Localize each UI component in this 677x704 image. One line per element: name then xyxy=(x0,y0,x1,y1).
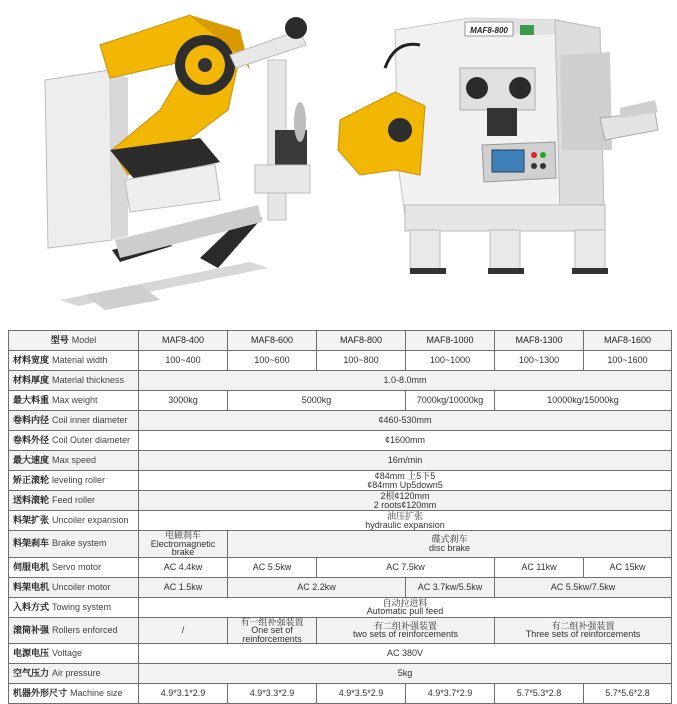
spec-value-text: 有一组补强装置 xyxy=(240,616,304,627)
spec-value-cell xyxy=(495,391,672,411)
spec-value-text: 自动拉进料 xyxy=(382,597,428,608)
spec-row xyxy=(9,391,672,411)
spec-label-cell xyxy=(9,451,139,471)
spec-value-text: AC 1.5kw xyxy=(163,581,203,592)
spec-label-cell xyxy=(9,597,139,617)
spec-value-text: 2 roots¢120mm xyxy=(373,499,437,510)
spec-value-cell xyxy=(139,351,228,371)
machine-name-plate: MAF8-800 xyxy=(470,26,508,35)
spec-label-cell xyxy=(9,557,139,577)
spec-value-text: 5.7*5.6*2.8 xyxy=(605,688,650,698)
spec-row xyxy=(9,471,672,491)
feeder-machine-image xyxy=(338,18,658,274)
spec-value-text: hydraulic expansion xyxy=(365,519,445,530)
spec-value-cell xyxy=(228,391,406,411)
spec-label-cell xyxy=(9,577,139,597)
spec-label-en: Voltage xyxy=(52,648,83,658)
spec-value-cell xyxy=(139,491,672,511)
spec-label-cell xyxy=(9,411,139,431)
spec-value-text: 油压扩张 xyxy=(386,511,423,521)
spec-row xyxy=(9,491,672,511)
spec-label-cn: 材料宽度 xyxy=(13,355,50,365)
spec-label-cell xyxy=(9,491,139,511)
spec-label-cn: 电源电压 xyxy=(13,648,50,658)
spec-label-cell xyxy=(9,664,139,684)
spec-value-text: AC 7.5kw xyxy=(386,561,425,572)
spec-value-text: 4.9*3.1*2.9 xyxy=(160,688,206,698)
spec-value-cell xyxy=(317,617,495,644)
spec-value-cell xyxy=(495,351,584,371)
spec-label-cn: 最大速度 xyxy=(13,455,50,465)
spec-value-cell xyxy=(584,684,672,704)
model-header: MAF8-400 xyxy=(139,331,228,351)
spec-value-text: AC 11kw xyxy=(521,561,557,572)
spec-value-cell xyxy=(584,557,672,577)
spec-label-en: leveling roller xyxy=(52,475,106,485)
spec-value-text: ¢1600mm xyxy=(384,435,426,445)
spec-value-text: 4.9*3.3*2.9 xyxy=(249,688,295,698)
spec-label-cn: 入料方式 xyxy=(13,601,50,612)
spec-value-text: AC 15kw xyxy=(609,561,646,572)
spec-label-cell xyxy=(9,531,139,558)
spec-row xyxy=(9,577,672,597)
spec-label-en: Coil inner diameter xyxy=(52,415,128,425)
spec-value-cell xyxy=(139,557,228,577)
spec-value-text: 5.7*5.3*2.8 xyxy=(516,688,562,698)
spec-value-text: 100~1300 xyxy=(518,355,560,365)
spec-value-text: two sets of reinforcements xyxy=(352,629,459,640)
spec-value-text: 5000kg xyxy=(301,395,332,405)
spec-value-cell xyxy=(495,577,672,597)
spec-label-en: Rollers enforced xyxy=(52,624,118,635)
spec-row xyxy=(9,411,672,431)
spec-value-text: / xyxy=(181,624,185,635)
spec-value-text: One set of reinforcements xyxy=(242,625,302,644)
spec-value-cell xyxy=(139,471,672,491)
spec-value-text: 电磁刹车 xyxy=(164,530,201,540)
header-label-en: Model xyxy=(71,335,97,345)
spec-label-en: Coil Outer diameter xyxy=(52,435,131,445)
spec-value-text: 4.9*3.5*2.9 xyxy=(338,688,384,698)
spec-value-text: 100~1000 xyxy=(429,355,471,365)
spec-value-cell xyxy=(317,684,406,704)
spec-value-text: 7000kg/10000kg xyxy=(416,395,484,405)
spec-value-text: 碟式刹车 xyxy=(431,534,468,545)
spec-value-cell xyxy=(139,684,228,704)
spec-value-cell xyxy=(228,617,317,644)
product-photos xyxy=(0,0,677,325)
spec-label-en: Uncoiler expansion xyxy=(52,515,129,525)
spec-label-en: Uncoiler motor xyxy=(52,581,111,592)
model-header: MAF8-600 xyxy=(228,331,317,351)
spec-label-en: Towing system xyxy=(52,601,112,612)
spec-label-cell xyxy=(9,684,139,704)
spec-value-cell xyxy=(139,431,672,451)
spec-value-text: AC 380V xyxy=(386,648,424,658)
spec-label-cell xyxy=(9,644,139,664)
spec-value-text: AC 5.5kw/7.5kw xyxy=(550,581,616,592)
header-label-cn: 型号 xyxy=(50,335,69,345)
spec-value-text: AC 3.7kw/5.5kw xyxy=(417,581,483,592)
spec-value-cell xyxy=(139,597,672,617)
spec-label-cn: 最大料重 xyxy=(13,395,50,405)
spec-label-cn: 空气压力 xyxy=(13,668,50,678)
spec-label-cell xyxy=(9,371,139,391)
spec-value-cell xyxy=(406,684,495,704)
spec-value-text: AC 5.5kw xyxy=(252,561,292,572)
spec-label-cell xyxy=(9,391,139,411)
spec-value-text: ¢84mm Up5down5 xyxy=(367,479,443,490)
spec-label-cn: 卷料内径 xyxy=(13,415,50,425)
spec-label-en: Max weight xyxy=(52,395,98,405)
spec-label-en: Air pressure xyxy=(52,668,101,678)
spec-value-cell xyxy=(406,351,495,371)
spec-value-cell xyxy=(139,451,672,471)
spec-label-en: Max speed xyxy=(52,455,97,465)
spec-label-en: Feed roller xyxy=(52,495,96,505)
spec-value-text: AC 2.2kw xyxy=(297,581,336,592)
spec-value-text: 100~800 xyxy=(343,355,379,365)
spec-row xyxy=(9,351,672,371)
spec-value-text: 1.0-8.0mm xyxy=(383,375,427,385)
spec-label-en: Material thickness xyxy=(52,375,125,385)
spec-value-text: 4.9*3.7*2.9 xyxy=(427,688,473,698)
spec-value-text: 有二组补强装置 xyxy=(373,620,437,631)
spec-value-text: 有二组补强装置 xyxy=(551,620,615,631)
spec-value-cell xyxy=(406,577,495,597)
spec-label-cell xyxy=(9,351,139,371)
model-header: MAF8-1300 xyxy=(495,331,584,351)
spec-value-cell xyxy=(495,617,672,644)
spec-label-cell xyxy=(9,431,139,451)
spec-label-cn: 料架扩张 xyxy=(13,515,50,525)
spec-value-cell xyxy=(584,351,672,371)
spec-value-text: Automatic pull feed xyxy=(366,606,444,616)
spec-value-cell xyxy=(139,664,672,684)
uncoiler-machine-image xyxy=(45,15,310,310)
spec-label-en: Machine size xyxy=(70,688,123,698)
spec-value-text: 3000kg xyxy=(168,395,198,405)
spec-value-cell xyxy=(139,371,672,391)
spec-value-cell xyxy=(228,577,406,597)
spec-label-cn: 滚筒补强 xyxy=(13,624,50,635)
spec-label-cn: 料架刹车 xyxy=(13,538,50,549)
spec-label-cn: 送料滚轮 xyxy=(13,495,50,505)
spec-value-text: disc brake xyxy=(428,542,471,553)
model-header: MAF8-1000 xyxy=(406,331,495,351)
spec-row xyxy=(9,664,672,684)
model-header: MAF8-1600 xyxy=(584,331,672,351)
spec-label-cn: 伺服电机 xyxy=(13,561,50,572)
spec-label-en: Servo motor xyxy=(52,561,102,572)
spec-row xyxy=(9,431,672,451)
model-header: MAF8-800 xyxy=(317,331,406,351)
spec-row xyxy=(9,644,672,664)
spec-value-text: ¢460-530mm xyxy=(378,415,432,425)
spec-row xyxy=(9,557,672,577)
spec-value-cell xyxy=(139,411,672,431)
spec-row xyxy=(9,451,672,471)
spec-label-cn: 材料厚度 xyxy=(13,375,50,385)
spec-value-text: 10000kg/15000kg xyxy=(547,395,619,405)
spec-value-text: 16m/min xyxy=(387,455,423,465)
spec-row xyxy=(9,684,672,704)
spec-value-cell xyxy=(228,684,317,704)
spec-label-cn: 机器外形尺寸 xyxy=(13,688,68,698)
spec-label-en: Material width xyxy=(52,355,108,365)
spec-label-cell xyxy=(9,617,139,644)
spec-value-text: 5kg xyxy=(397,668,413,678)
spec-label-cn: 料架电机 xyxy=(13,581,50,592)
spec-value-text: AC 4.4kw xyxy=(163,561,203,572)
spec-value-text: ¢84mm 上5下5 xyxy=(374,471,436,481)
spec-value-cell xyxy=(228,531,672,558)
spec-row xyxy=(9,531,672,558)
spec-value-cell xyxy=(139,577,228,597)
spec-header-row xyxy=(9,331,672,351)
spec-value-text: 100~400 xyxy=(165,355,201,365)
spec-value-cell xyxy=(495,684,584,704)
spec-row xyxy=(9,371,672,391)
spec-value-text: 100~600 xyxy=(254,355,290,365)
spec-label-cell xyxy=(9,511,139,531)
spec-value-cell xyxy=(139,531,228,558)
spec-value-cell xyxy=(495,557,584,577)
spec-value-cell xyxy=(139,644,672,664)
spec-value-cell xyxy=(406,391,495,411)
spec-row xyxy=(9,597,672,617)
spec-value-cell xyxy=(228,351,317,371)
spec-label-cell xyxy=(9,471,139,491)
spec-value-cell xyxy=(317,351,406,371)
spec-label-en: Brake system xyxy=(52,538,107,549)
spec-value-text: Electromagnetic brake xyxy=(150,538,216,557)
spec-value-cell xyxy=(139,391,228,411)
spec-value-cell xyxy=(228,557,317,577)
spec-row xyxy=(9,617,672,644)
spec-value-cell xyxy=(317,557,495,577)
spec-value-cell xyxy=(139,617,228,644)
spec-label-cn: 矫正滚轮 xyxy=(13,475,50,485)
spec-row xyxy=(9,511,672,531)
spec-value-text: 2根¢120mm xyxy=(380,491,430,501)
header-label-cell xyxy=(9,331,139,351)
spec-table xyxy=(8,330,672,704)
spec-value-text: Three sets of reinforcements xyxy=(525,629,641,640)
spec-value-cell xyxy=(139,511,672,531)
spec-label-cn: 卷料外径 xyxy=(13,435,50,445)
spec-value-text: 100~1600 xyxy=(607,355,648,365)
